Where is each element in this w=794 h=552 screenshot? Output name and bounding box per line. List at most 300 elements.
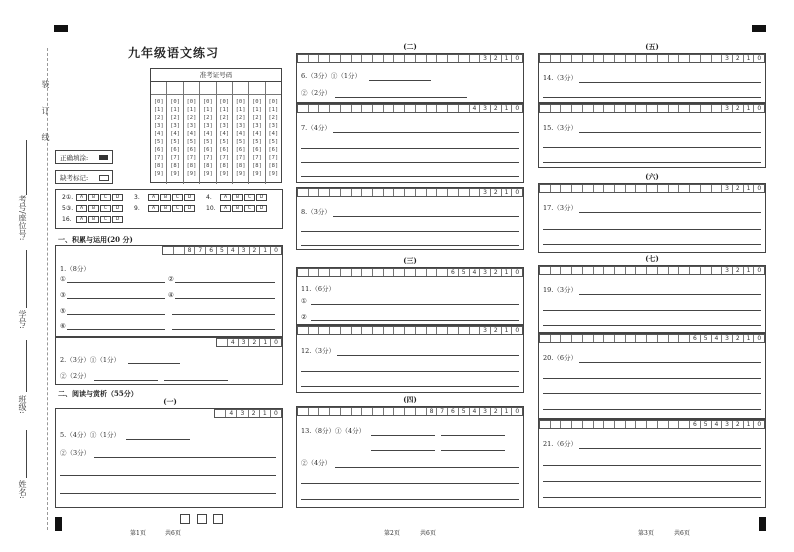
score-cell-empty[interactable] xyxy=(690,55,701,62)
exam-number-write-cell[interactable] xyxy=(266,82,281,95)
score-cell[interactable]: 0 xyxy=(757,55,762,62)
q5-line-4[interactable] xyxy=(60,493,276,494)
score-bar-q7[interactable] xyxy=(297,104,523,113)
score-cell-empty[interactable] xyxy=(470,55,481,62)
q19-line-1[interactable] xyxy=(579,294,761,295)
score-cell-empty[interactable] xyxy=(679,421,690,428)
score-cell-empty[interactable] xyxy=(615,185,626,192)
exam-number-write-cell[interactable] xyxy=(151,82,166,95)
score-cell-empty[interactable] xyxy=(341,327,352,334)
score-cell-empty[interactable] xyxy=(658,55,669,62)
q6-line-1[interactable] xyxy=(369,80,431,81)
exam-digit-bubble[interactable]: [1] xyxy=(235,107,246,113)
score-cell[interactable]: 0 xyxy=(515,55,520,62)
score-cell-empty[interactable] xyxy=(416,189,427,196)
score-cell-empty[interactable] xyxy=(405,189,416,196)
exam-number-column[interactable] xyxy=(233,82,249,184)
score-cell-empty[interactable] xyxy=(416,327,427,334)
score-cell-empty[interactable] xyxy=(604,335,615,342)
score-cell-empty[interactable] xyxy=(298,408,309,415)
score-cell-empty[interactable] xyxy=(405,408,416,415)
q2-line-3[interactable] xyxy=(164,380,228,381)
score-bar-q6-top[interactable] xyxy=(297,54,523,63)
score-cell[interactable]: 2 xyxy=(249,339,260,346)
exam-digit-bubble[interactable]: [7] xyxy=(235,155,246,161)
score-cell-empty[interactable] xyxy=(352,408,363,415)
score-cell-empty[interactable] xyxy=(373,189,384,196)
q13-line-6[interactable] xyxy=(301,483,519,484)
score-cell[interactable]: 3 xyxy=(480,269,491,276)
score-cell-empty[interactable] xyxy=(669,421,680,428)
exam-digit-bubble[interactable]: [5] xyxy=(153,139,164,145)
q13-line-7[interactable] xyxy=(301,499,519,500)
score-cell[interactable]: 1 xyxy=(744,335,755,342)
exam-digit-bubble[interactable]: [3] xyxy=(202,123,213,129)
score-cell[interactable]: 0 xyxy=(515,189,520,196)
score-cell-empty[interactable] xyxy=(298,105,309,112)
exam-digit-bubble[interactable]: [7] xyxy=(153,155,164,161)
mcq-option-bubble[interactable]: D xyxy=(184,205,195,212)
score-cell[interactable]: 2 xyxy=(491,105,502,112)
score-cell[interactable]: 6 xyxy=(448,269,459,276)
mcq-option-bubble[interactable]: D xyxy=(256,194,267,201)
score-cell[interactable]: 0 xyxy=(757,335,762,342)
score-bar-q19[interactable] xyxy=(539,266,765,275)
exam-digit-bubble[interactable]: [3] xyxy=(251,123,262,129)
exam-digit-bubble[interactable]: [7] xyxy=(186,155,197,161)
q15-line-2[interactable] xyxy=(543,147,761,148)
exam-digit-bubble[interactable]: [0] xyxy=(202,99,213,105)
q2-line-1[interactable] xyxy=(128,363,180,364)
score-cell-empty[interactable] xyxy=(712,105,723,112)
score-cell-empty[interactable] xyxy=(437,269,448,276)
score-cell[interactable]: 4 xyxy=(470,269,481,276)
score-cell[interactable]: 1 xyxy=(502,105,513,112)
score-cell-empty[interactable] xyxy=(690,267,701,274)
score-cell-empty[interactable] xyxy=(679,185,690,192)
exam-digit-bubble[interactable]: [0] xyxy=(170,99,181,105)
score-cell-empty[interactable] xyxy=(669,335,680,342)
score-cell[interactable]: 2 xyxy=(733,421,744,428)
score-cell[interactable]: 5 xyxy=(701,335,712,342)
score-cell-empty[interactable] xyxy=(594,185,605,192)
score-cell-empty[interactable] xyxy=(448,105,459,112)
score-cell-empty[interactable] xyxy=(319,269,330,276)
score-cell[interactable]: 1 xyxy=(744,55,755,62)
score-bar-q11[interactable] xyxy=(297,268,523,277)
score-cell-empty[interactable] xyxy=(604,421,615,428)
exam-digit-bubble[interactable]: [1] xyxy=(268,107,279,113)
exam-digit-bubble[interactable]: [1] xyxy=(251,107,262,113)
score-cell[interactable]: 0 xyxy=(515,408,520,415)
exam-number-write-cell[interactable] xyxy=(217,82,232,95)
q6-line-2[interactable] xyxy=(335,97,467,98)
exam-digit-bubble[interactable]: [1] xyxy=(219,107,230,113)
exam-digit-bubble[interactable]: [2] xyxy=(153,115,164,121)
score-cell-empty[interactable] xyxy=(561,105,572,112)
score-cell-empty[interactable] xyxy=(561,55,572,62)
score-cell-empty[interactable] xyxy=(416,269,427,276)
q20-line-1[interactable] xyxy=(579,362,761,363)
score-cell[interactable]: 0 xyxy=(757,105,762,112)
score-cell-empty[interactable] xyxy=(540,267,551,274)
score-cell-empty[interactable] xyxy=(669,55,680,62)
score-cell-empty[interactable] xyxy=(298,327,309,334)
score-cell[interactable]: 0 xyxy=(515,327,520,334)
q7-line-3[interactable] xyxy=(301,162,519,163)
score-cell-empty[interactable] xyxy=(416,408,427,415)
q7-line-1[interactable] xyxy=(333,132,519,133)
score-cell[interactable]: 4 xyxy=(712,421,723,428)
score-cell-empty[interactable] xyxy=(330,105,341,112)
score-cell[interactable]: 2 xyxy=(491,408,502,415)
score-cell-empty[interactable] xyxy=(298,269,309,276)
q1-line-1[interactable] xyxy=(67,282,165,283)
score-cell-empty[interactable] xyxy=(561,421,572,428)
exam-digit-bubble[interactable]: [9] xyxy=(186,171,197,177)
score-cell-empty[interactable] xyxy=(437,55,448,62)
exam-digit-bubble[interactable]: [5] xyxy=(235,139,246,145)
score-cell[interactable]: 1 xyxy=(744,105,755,112)
q21-line-2[interactable] xyxy=(543,465,761,466)
score-cell-empty[interactable] xyxy=(373,327,384,334)
exam-digit-bubble[interactable]: [1] xyxy=(202,107,213,113)
exam-digit-bubble[interactable]: [6] xyxy=(153,147,164,153)
exam-digit-bubble[interactable]: [4] xyxy=(219,131,230,137)
score-cell-empty[interactable] xyxy=(594,421,605,428)
q17-line-3[interactable] xyxy=(543,244,761,245)
score-cell-empty[interactable] xyxy=(679,105,690,112)
exam-digit-bubble[interactable]: [7] xyxy=(170,155,181,161)
exam-digit-bubble[interactable]: [3] xyxy=(170,123,181,129)
score-cell-empty[interactable] xyxy=(669,267,680,274)
exam-digit-bubble[interactable]: [0] xyxy=(268,99,279,105)
score-cell[interactable]: 3 xyxy=(722,421,733,428)
score-cell-empty[interactable] xyxy=(394,55,405,62)
score-cell-empty[interactable] xyxy=(394,105,405,112)
q7-line-4[interactable] xyxy=(301,176,519,177)
score-cell-empty[interactable] xyxy=(647,335,658,342)
score-cell-empty[interactable] xyxy=(604,267,615,274)
exam-digit-bubble[interactable]: [9] xyxy=(202,171,213,177)
score-cell-empty[interactable] xyxy=(384,105,395,112)
mcq-option-bubble[interactable]: C xyxy=(244,194,255,201)
score-cell[interactable]: 0 xyxy=(757,267,762,274)
exam-number-write-cell[interactable] xyxy=(200,82,215,95)
score-cell[interactable]: 4 xyxy=(228,247,239,254)
score-cell-empty[interactable] xyxy=(551,55,562,62)
score-cell-empty[interactable] xyxy=(384,55,395,62)
q19-line-2[interactable] xyxy=(543,310,761,311)
score-cell-empty[interactable] xyxy=(341,269,352,276)
score-cell-empty[interactable] xyxy=(330,408,341,415)
score-cell-empty[interactable] xyxy=(437,189,448,196)
score-cell-empty[interactable] xyxy=(470,189,481,196)
score-cell-empty[interactable] xyxy=(647,185,658,192)
mcq-option-bubble[interactable]: B xyxy=(160,194,171,201)
q1-line-6b[interactable] xyxy=(172,329,275,330)
score-cell-empty[interactable] xyxy=(352,327,363,334)
exam-digit-bubble[interactable]: [9] xyxy=(153,171,164,177)
score-cell[interactable]: 2 xyxy=(733,267,744,274)
score-cell-empty[interactable] xyxy=(319,408,330,415)
score-cell-empty[interactable] xyxy=(309,327,320,334)
score-cell-empty[interactable] xyxy=(540,335,551,342)
exam-digit-bubble[interactable]: [8] xyxy=(202,163,213,169)
score-cell-empty[interactable] xyxy=(679,55,690,62)
q13-line-2[interactable] xyxy=(441,435,505,436)
score-cell[interactable]: 0 xyxy=(274,339,278,346)
mcq-option-bubble[interactable]: A xyxy=(148,205,159,212)
score-cell-empty[interactable] xyxy=(330,189,341,196)
score-cell-empty[interactable] xyxy=(561,185,572,192)
score-cell[interactable]: 3 xyxy=(239,339,250,346)
score-cell-empty[interactable] xyxy=(615,267,626,274)
score-cell-empty[interactable] xyxy=(615,421,626,428)
score-cell-empty[interactable] xyxy=(362,55,373,62)
exam-digit-bubble[interactable]: [2] xyxy=(268,115,279,121)
exam-number-column[interactable] xyxy=(217,82,233,184)
score-cell[interactable]: 3 xyxy=(722,185,733,192)
q13-line-1[interactable] xyxy=(371,435,435,436)
score-cell-empty[interactable] xyxy=(309,408,320,415)
mcq-option-bubble[interactable]: C xyxy=(172,205,183,212)
exam-digit-bubble[interactable]: [7] xyxy=(219,155,230,161)
score-cell-empty[interactable] xyxy=(669,105,680,112)
score-cell-empty[interactable] xyxy=(572,55,583,62)
score-cell[interactable]: 2 xyxy=(250,247,261,254)
score-cell-empty[interactable] xyxy=(658,267,669,274)
score-cell-empty[interactable] xyxy=(394,269,405,276)
exam-digit-bubble[interactable]: [1] xyxy=(153,107,164,113)
score-cell-empty[interactable] xyxy=(594,267,605,274)
score-cell-empty[interactable] xyxy=(615,335,626,342)
score-cell-empty[interactable] xyxy=(373,269,384,276)
score-cell-empty[interactable] xyxy=(551,267,562,274)
score-cell-empty[interactable] xyxy=(540,55,551,62)
mcq-option-bubble[interactable]: D xyxy=(112,205,123,212)
score-bar-q14[interactable] xyxy=(539,54,765,63)
score-cell-empty[interactable] xyxy=(362,327,373,334)
exam-number-column[interactable] xyxy=(200,82,216,184)
q12-line-1[interactable] xyxy=(337,355,519,356)
score-cell-empty[interactable] xyxy=(437,105,448,112)
exam-digit-bubble[interactable]: [5] xyxy=(186,139,197,145)
score-cell-empty[interactable] xyxy=(309,269,320,276)
mcq-option-bubble[interactable]: A xyxy=(76,194,87,201)
score-cell-empty[interactable] xyxy=(572,421,583,428)
score-cell-empty[interactable] xyxy=(690,105,701,112)
exam-number-column[interactable] xyxy=(266,82,281,184)
q14-line-2[interactable] xyxy=(543,97,761,98)
score-cell-empty[interactable] xyxy=(309,105,320,112)
score-cell[interactable]: 1 xyxy=(502,408,513,415)
mcq-option-bubble[interactable]: B xyxy=(88,194,99,201)
score-cell-empty[interactable] xyxy=(341,408,352,415)
score-cell-empty[interactable] xyxy=(405,55,416,62)
score-cell-empty[interactable] xyxy=(341,55,352,62)
score-cell[interactable]: 8 xyxy=(185,247,196,254)
q1-line-3[interactable] xyxy=(67,298,165,299)
exam-digit-bubble[interactable]: [7] xyxy=(268,155,279,161)
score-cell-empty[interactable] xyxy=(309,55,320,62)
mcq-option-bubble[interactable]: A xyxy=(76,216,87,223)
score-cell-empty[interactable] xyxy=(437,327,448,334)
score-cell[interactable]: 1 xyxy=(744,267,755,274)
exam-digit-bubble[interactable]: [3] xyxy=(153,123,164,129)
q8-line-2[interactable] xyxy=(301,231,519,232)
score-cell[interactable]: 1 xyxy=(502,327,513,334)
exam-digit-bubble[interactable]: [6] xyxy=(186,147,197,153)
score-cell[interactable]: 1 xyxy=(260,247,271,254)
score-cell[interactable]: 1 xyxy=(744,185,755,192)
mcq-option-bubble[interactable]: D xyxy=(184,194,195,201)
score-cell-empty[interactable] xyxy=(615,55,626,62)
score-cell[interactable]: 2 xyxy=(491,189,502,196)
score-cell-empty[interactable] xyxy=(658,185,669,192)
score-cell-empty[interactable] xyxy=(448,327,459,334)
mcq-option-bubble[interactable]: B xyxy=(88,205,99,212)
score-cell[interactable]: 5 xyxy=(459,269,470,276)
exam-digit-bubble[interactable]: [2] xyxy=(235,115,246,121)
exam-number-column[interactable] xyxy=(151,82,167,184)
mcq-option-bubble[interactable]: C xyxy=(100,205,111,212)
exam-digit-bubble[interactable]: [2] xyxy=(170,115,181,121)
score-cell-empty[interactable] xyxy=(604,55,615,62)
score-cell-empty[interactable] xyxy=(583,267,594,274)
score-cell-empty[interactable] xyxy=(427,269,438,276)
mcq-option-bubble[interactable]: D xyxy=(256,205,267,212)
score-cell[interactable]: 2 xyxy=(733,55,744,62)
exam-digit-bubble[interactable]: [0] xyxy=(153,99,164,105)
score-cell-empty[interactable] xyxy=(626,185,637,192)
score-cell-empty[interactable] xyxy=(626,335,637,342)
score-cell-empty[interactable] xyxy=(373,408,384,415)
q7-line-2[interactable] xyxy=(301,148,519,149)
mcq-option-bubble[interactable]: B xyxy=(232,194,243,201)
q13-line-5[interactable] xyxy=(335,467,519,468)
mcq-option-bubble[interactable]: A xyxy=(220,205,231,212)
score-cell-empty[interactable] xyxy=(448,55,459,62)
score-cell-empty[interactable] xyxy=(712,55,723,62)
exam-digit-bubble[interactable]: [9] xyxy=(235,171,246,177)
mcq-option-bubble[interactable]: C xyxy=(172,194,183,201)
score-cell-empty[interactable] xyxy=(572,267,583,274)
exam-digit-bubble[interactable]: [6] xyxy=(219,147,230,153)
exam-digit-bubble[interactable]: [3] xyxy=(219,123,230,129)
score-cell-empty[interactable] xyxy=(416,105,427,112)
score-cell[interactable]: 5 xyxy=(217,247,228,254)
score-cell-empty[interactable] xyxy=(330,327,341,334)
score-cell-empty[interactable] xyxy=(594,105,605,112)
exam-digit-bubble[interactable]: [4] xyxy=(202,131,213,137)
score-cell-empty[interactable] xyxy=(163,247,174,254)
exam-digit-bubble[interactable]: [4] xyxy=(170,131,181,137)
score-cell[interactable]: 2 xyxy=(733,185,744,192)
score-cell-empty[interactable] xyxy=(427,189,438,196)
exam-digit-bubble[interactable]: [8] xyxy=(186,163,197,169)
score-cell-empty[interactable] xyxy=(594,55,605,62)
exam-digit-bubble[interactable]: [5] xyxy=(202,139,213,145)
score-cell-empty[interactable] xyxy=(416,55,427,62)
score-cell-empty[interactable] xyxy=(615,105,626,112)
q8-line-1[interactable] xyxy=(333,216,519,217)
q5-line-2[interactable] xyxy=(94,457,276,458)
score-cell-empty[interactable] xyxy=(636,185,647,192)
score-cell-empty[interactable] xyxy=(405,269,416,276)
score-cell[interactable]: 3 xyxy=(480,327,491,334)
score-cell[interactable]: 1 xyxy=(744,421,755,428)
score-cell-empty[interactable] xyxy=(561,267,572,274)
q21-line-3[interactable] xyxy=(543,481,761,482)
mcq-option-bubble[interactable]: C xyxy=(244,205,255,212)
exam-digit-bubble[interactable]: [5] xyxy=(251,139,262,145)
q1-line-6[interactable] xyxy=(67,329,165,330)
score-cell-empty[interactable] xyxy=(330,55,341,62)
exam-digit-bubble[interactable]: [3] xyxy=(235,123,246,129)
score-cell[interactable]: 0 xyxy=(757,421,762,428)
score-cell-empty[interactable] xyxy=(626,55,637,62)
score-cell-empty[interactable] xyxy=(427,105,438,112)
score-cell[interactable]: 1 xyxy=(260,410,271,417)
exam-digit-bubble[interactable]: [2] xyxy=(202,115,213,121)
q20-line-2[interactable] xyxy=(543,378,761,379)
exam-digit-bubble[interactable]: [8] xyxy=(251,163,262,169)
score-cell-empty[interactable] xyxy=(448,189,459,196)
exam-number-grid[interactable] xyxy=(150,68,282,183)
score-cell[interactable]: 4 xyxy=(470,105,481,112)
score-cell[interactable]: 1 xyxy=(502,55,513,62)
q15-line-1[interactable] xyxy=(579,132,761,133)
exam-digit-bubble[interactable]: [7] xyxy=(202,155,213,161)
score-cell-empty[interactable] xyxy=(583,55,594,62)
page-box-1[interactable] xyxy=(180,514,190,524)
score-cell[interactable]: 3 xyxy=(480,189,491,196)
exam-digit-bubble[interactable]: [6] xyxy=(268,147,279,153)
score-cell-empty[interactable] xyxy=(647,55,658,62)
exam-digit-bubble[interactable]: [1] xyxy=(170,107,181,113)
mcq-option-bubble[interactable]: D xyxy=(112,216,123,223)
score-cell-empty[interactable] xyxy=(551,185,562,192)
score-cell-empty[interactable] xyxy=(712,185,723,192)
score-cell-empty[interactable] xyxy=(394,189,405,196)
score-cell-empty[interactable] xyxy=(217,339,228,346)
exam-digit-bubble[interactable]: [8] xyxy=(219,163,230,169)
q20-line-4[interactable] xyxy=(543,409,761,410)
score-cell-empty[interactable] xyxy=(319,55,330,62)
q1-line-5b[interactable] xyxy=(172,314,275,315)
score-cell[interactable]: 2 xyxy=(491,55,502,62)
score-cell-empty[interactable] xyxy=(658,421,669,428)
score-cell-empty[interactable] xyxy=(636,267,647,274)
score-bar-q15[interactable] xyxy=(539,104,765,113)
mcq-option-bubble[interactable]: C xyxy=(100,216,111,223)
exam-digit-bubble[interactable]: [2] xyxy=(186,115,197,121)
exam-digit-bubble[interactable]: [2] xyxy=(251,115,262,121)
exam-number-column[interactable] xyxy=(184,82,200,184)
score-cell[interactable]: 6 xyxy=(690,335,701,342)
exam-number-write-cell[interactable] xyxy=(233,82,248,95)
score-cell-empty[interactable] xyxy=(647,421,658,428)
q21-line-1[interactable] xyxy=(579,448,761,449)
q13-line-3[interactable] xyxy=(371,450,435,451)
exam-digit-bubble[interactable]: [6] xyxy=(170,147,181,153)
score-cell-empty[interactable] xyxy=(658,105,669,112)
score-cell[interactable]: 2 xyxy=(491,327,502,334)
score-cell-empty[interactable] xyxy=(459,55,470,62)
q1-line-5[interactable] xyxy=(67,314,165,315)
score-cell[interactable]: 4 xyxy=(712,335,723,342)
